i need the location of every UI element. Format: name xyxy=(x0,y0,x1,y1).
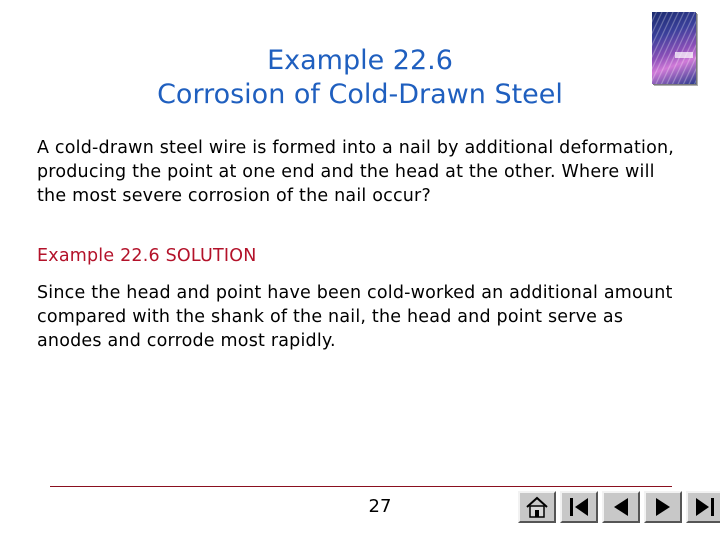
next-button[interactable] xyxy=(644,491,682,523)
last-page-button[interactable] xyxy=(686,491,720,523)
book-cover-image xyxy=(652,12,696,84)
problem-text: A cold-drawn steel wire is formed into a nail by additional deformation, producing the point at one end and the head at the other. Where will the most severe corrosion of the nail occur? xyxy=(37,138,675,206)
home-icon xyxy=(524,495,550,519)
previous-icon xyxy=(608,495,634,519)
solution-heading: Example 22.6 SOLUTION xyxy=(37,246,257,266)
next-icon xyxy=(650,495,676,519)
previous-button[interactable] xyxy=(602,491,640,523)
first-page-icon xyxy=(566,495,592,519)
last-page-icon xyxy=(692,495,718,519)
footer-divider xyxy=(50,486,672,487)
title-line-1: Example 22.6 xyxy=(267,45,453,76)
slide-title xyxy=(60,44,660,112)
home-button[interactable] xyxy=(518,491,556,523)
title-line-2: Corrosion of Cold-Drawn Steel xyxy=(157,79,563,110)
slide-navigation xyxy=(518,491,720,523)
first-page-button[interactable] xyxy=(560,491,598,523)
page-number: 27 xyxy=(368,496,392,517)
solution-text: Since the head and point have been cold-worked an additional amount compared with the shank of the nail, the head and point serve as anodes and corrode most rapidly. xyxy=(37,283,673,351)
